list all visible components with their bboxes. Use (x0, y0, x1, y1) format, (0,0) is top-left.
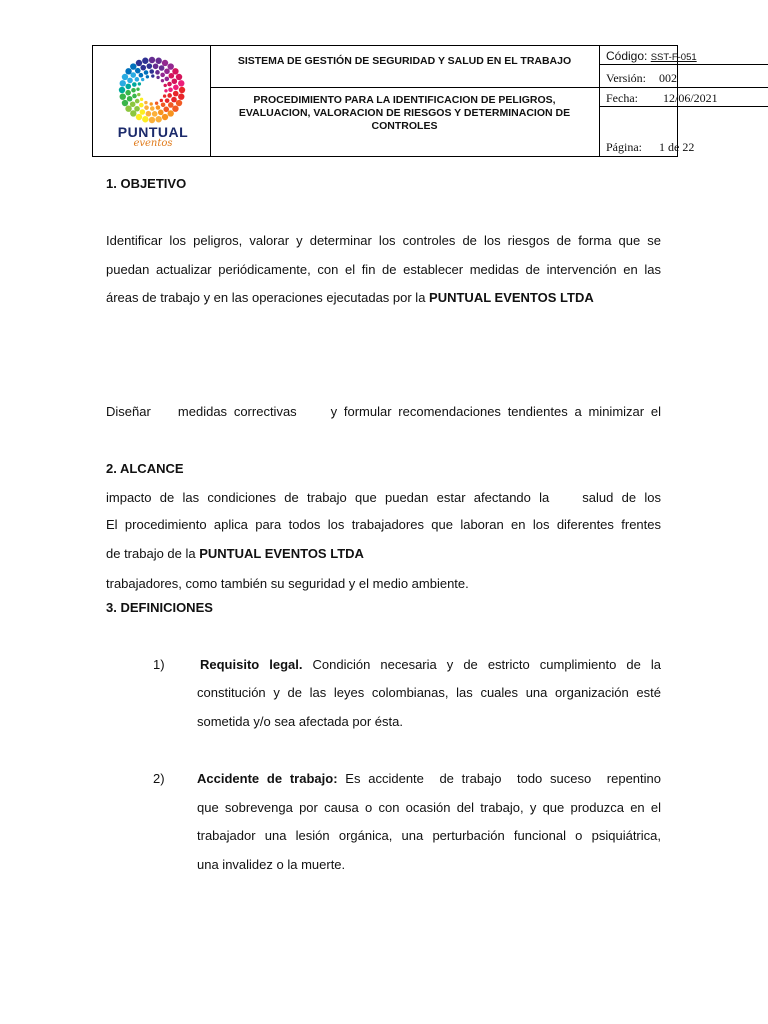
date-row (600, 88, 768, 107)
definition-term: Requisito legal. (200, 657, 303, 672)
text-fragment: Condición necesaria y de estricto cumplimiento de la (302, 657, 661, 672)
document-header (92, 45, 718, 157)
logo-dot (142, 116, 148, 122)
logo-dot (122, 100, 128, 106)
version-row (600, 65, 768, 88)
logo-dot (147, 63, 153, 69)
logo-dot (164, 68, 170, 74)
logo-dot (179, 87, 185, 93)
section-heading-objetivo: 1. OBJETIVO (106, 176, 187, 191)
logo-dot (168, 87, 173, 92)
logo-dot (142, 58, 148, 64)
logo-dot (155, 70, 160, 75)
logo-dot (135, 77, 140, 82)
logo-dot (169, 73, 175, 79)
logo-dot (172, 68, 178, 74)
logo-dot (160, 73, 165, 78)
date-label: Fecha: (606, 91, 638, 105)
logo-dot (163, 94, 166, 97)
logo-dot (127, 78, 133, 84)
logo-dot (135, 99, 140, 104)
date-value: 12/06/2021 (663, 91, 718, 105)
logo-dot (156, 105, 161, 110)
logo-dot (165, 77, 170, 82)
logo-dot (162, 114, 168, 120)
logo-dot (149, 117, 155, 123)
logo-dot (140, 65, 146, 71)
text-line: sometida y/o sea afectada por ésta. (197, 713, 403, 729)
text-fragment: áreas de trabajo y en las operaciones ejecutadas por la (106, 290, 430, 306)
code-label: Código: (606, 49, 648, 63)
logo-dot (167, 82, 172, 87)
logo-dot (122, 74, 128, 80)
logo-dot (156, 76, 159, 79)
section-heading-definiciones: 3. DEFINICIONES (106, 600, 213, 615)
version-value: 002 (659, 71, 677, 85)
logo-dot (130, 72, 136, 78)
logo-dot (139, 73, 144, 78)
logo-dot (150, 102, 153, 105)
text-line: Diseñar medidas correctivas y formular recomendaciones tendientes a minimizar el (106, 404, 661, 420)
logo-dot (139, 103, 144, 108)
code-row (600, 46, 768, 65)
text-line: El procedimiento aplica para todos los trabajadores que laboran en los diferentes frentes (106, 517, 661, 532)
procedure-title: PROCEDIMIENTO PARA LA IDENTIFICACION DE PELIGROS, EVALUACION, VALORACION DE RIESGOS Y DETERMINACION DE CONTROLES (210, 88, 600, 156)
logo-dot (178, 93, 184, 99)
logo-dot (153, 63, 159, 69)
company-name: PUNTUAL EVENTOS LTDA (199, 545, 364, 561)
system-title: SISTEMA DE GESTIÓN DE SEGURIDAD Y SALUD EN EL TRABAJO (210, 46, 600, 88)
logo-dot (171, 97, 177, 103)
logo-dot (135, 68, 141, 74)
logo-dot (155, 102, 158, 105)
logo-dot (132, 82, 137, 87)
definition-accidente-trabajo (197, 765, 661, 879)
logo-dot (160, 99, 163, 102)
logo-dot (176, 74, 182, 80)
logo-dot (136, 60, 142, 66)
logo-dot (146, 75, 149, 78)
logo-dot (141, 78, 144, 81)
text-line: una invalidez o la muerte. (197, 856, 346, 872)
logo-dot (161, 103, 166, 108)
logo-dot (165, 98, 170, 103)
logo-dot (140, 98, 143, 101)
company-name: PUNTUAL EVENTOS LTDA (429, 290, 594, 306)
logo-dot (163, 107, 169, 113)
puntual-logo-icon (107, 54, 197, 126)
logo-dot (149, 57, 155, 63)
objective-paragraph-2 (106, 341, 661, 627)
logo-dot (176, 100, 182, 106)
logo-dot (173, 91, 179, 97)
logo-subtitle: eventos (133, 138, 173, 149)
logo-dot (161, 79, 164, 82)
logo-dot (132, 94, 137, 99)
logo-dot (168, 63, 174, 69)
logo-dot (151, 74, 154, 77)
text-line (106, 540, 661, 569)
text-line: Identificar los peligros, valorar y determinar los controles de los riesgos de forma que se (106, 233, 661, 248)
logo-dot (172, 78, 178, 84)
logo-dot (164, 89, 167, 92)
text-line: constitución y de las leyes colombianas, las cuales una organización esté (197, 685, 661, 700)
logo-dot (168, 110, 174, 116)
text-line (200, 651, 661, 680)
logo-dot (136, 114, 142, 120)
text-fragment: de trabajo de la (106, 545, 200, 561)
logo-dot (146, 111, 152, 117)
logo-dot (164, 84, 167, 87)
document-meta (600, 46, 718, 156)
logo-dot (119, 87, 125, 93)
page-value: 1 de 22 (659, 140, 695, 154)
logo-dot (158, 110, 164, 116)
logo-dot (125, 68, 131, 74)
text-line: trabajadores, como también su seguridad y el medio ambiente. (106, 575, 469, 591)
logo-dot (144, 70, 149, 75)
logo-dot (149, 69, 154, 74)
scope-paragraph (106, 511, 661, 568)
logo-dot (120, 80, 126, 86)
logo-dot (125, 90, 131, 96)
text-line (197, 765, 661, 794)
logo-dot (125, 84, 131, 90)
logo-dot (134, 106, 140, 112)
definition-requisito-legal-body (197, 679, 661, 736)
logo-cell (93, 46, 211, 156)
logo-dot (140, 109, 146, 115)
page-row (600, 107, 768, 156)
logo-dot (131, 88, 136, 93)
logo-dot (144, 101, 147, 104)
definition-requisito-legal (200, 651, 661, 680)
logo-name: PUNTUAL (117, 124, 189, 140)
logo-dot (144, 105, 149, 110)
logo-dot (127, 96, 133, 102)
logo-dot (162, 60, 168, 66)
logo-dot (137, 93, 140, 96)
logo-dot (155, 58, 161, 64)
logo-dot (130, 101, 136, 107)
definition-number: 1) (153, 657, 165, 672)
logo-dot (173, 85, 179, 91)
text-line (106, 284, 661, 313)
page-label: Página: (606, 140, 642, 154)
logo-dot (178, 80, 184, 86)
logo-dot (152, 111, 158, 117)
definition-term: Accidente de trabajo: (197, 771, 338, 786)
definition-number: 2) (153, 771, 165, 786)
text-line: impacto de las condiciones de trabajo que puedan estar afectando la salud de los (106, 489, 661, 505)
logo-dot (167, 93, 172, 98)
logo-dot (159, 65, 165, 71)
logo-dot (125, 106, 131, 112)
code-value: SST-F-051 (650, 52, 697, 63)
logo-dot (155, 116, 161, 122)
logo-dot (130, 110, 136, 116)
text-line: que sobrevenga por causa o con ocasión del trabajo, y que produzca en el (197, 799, 661, 815)
text-fragment: Es accidente de trabajo todo suceso repentino (337, 771, 661, 786)
objective-paragraph-1 (106, 227, 661, 313)
logo-dot (138, 82, 141, 85)
logo-dot (136, 88, 139, 91)
logo-dot (168, 102, 174, 108)
logo-dot (120, 93, 126, 99)
logo-dot (130, 63, 136, 69)
version-label: Versión: (606, 71, 646, 85)
section-heading-alcance: 2. ALCANCE (106, 461, 184, 476)
logo-dot (150, 106, 155, 111)
text-line: puedan actualizar periódicamente, con el fin de establecer medidas de intervención en las (106, 261, 661, 277)
text-line: trabajador una lesión orgánica, una perturbación funcional o psiquiátrica, (197, 828, 661, 844)
logo-dot (172, 106, 178, 112)
